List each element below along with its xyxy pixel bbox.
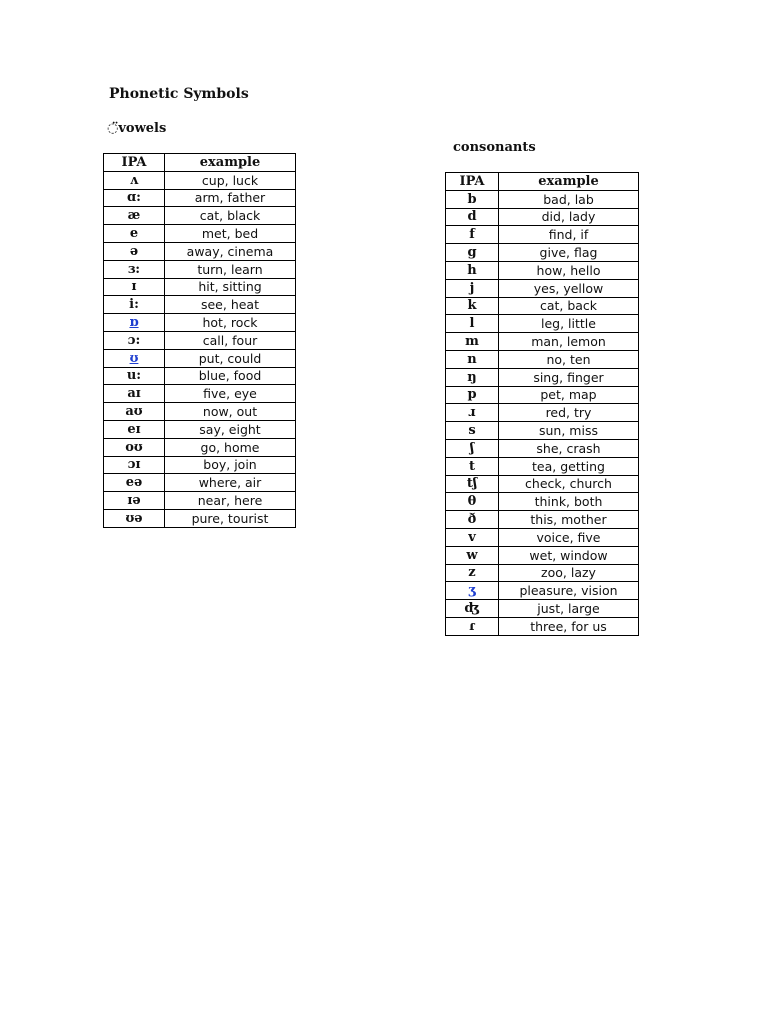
page-title: Phonetic Symbols bbox=[109, 86, 249, 102]
ipa-symbol-text: ɜ: bbox=[127, 261, 141, 277]
ipa-symbol-text: θ bbox=[467, 494, 477, 510]
table-row bbox=[446, 297, 639, 315]
ipa-symbol-text: ə bbox=[129, 243, 139, 259]
example-words: leg, little bbox=[499, 315, 639, 333]
ipa-symbol bbox=[104, 456, 165, 474]
table-row bbox=[104, 207, 296, 225]
table-row bbox=[446, 475, 639, 493]
ipa-symbol bbox=[446, 528, 499, 546]
example-words: sing, finger bbox=[499, 368, 639, 386]
ipa-symbol bbox=[104, 492, 165, 510]
ipa-symbol-text: ʃ bbox=[469, 440, 475, 456]
ipa-symbol-text: tʃ bbox=[466, 476, 478, 492]
ipa-symbol-text: eə bbox=[125, 475, 143, 491]
table-row bbox=[446, 617, 639, 635]
example-words: no, ten bbox=[499, 350, 639, 368]
vowels-rows bbox=[104, 171, 296, 527]
ipa-symbol-text: aɪ bbox=[127, 386, 141, 402]
example-words: zoo, lazy bbox=[499, 564, 639, 582]
ipa-symbol-text: v bbox=[468, 529, 476, 545]
table-row bbox=[446, 333, 639, 351]
example-words: pet, map bbox=[499, 386, 639, 404]
ipa-symbol bbox=[446, 279, 499, 297]
example-words: red, try bbox=[499, 404, 639, 422]
ipa-symbol-text: ɔɪ bbox=[127, 457, 141, 473]
ipa-symbol-text: k bbox=[467, 298, 477, 314]
ipa-symbol-text: eɪ bbox=[127, 421, 141, 437]
table-row bbox=[104, 438, 296, 456]
table-row bbox=[104, 171, 296, 189]
ipa-symbol-text: ɒ bbox=[129, 315, 139, 331]
ipa-symbol bbox=[446, 404, 499, 422]
table-row bbox=[104, 367, 296, 385]
table-row bbox=[104, 225, 296, 243]
ipa-symbol-text: ɑ: bbox=[127, 190, 141, 206]
ipa-symbol bbox=[446, 475, 499, 493]
ipa-symbol-text: ʌ bbox=[129, 172, 139, 188]
ipa-symbol bbox=[446, 368, 499, 386]
ipa-symbol bbox=[446, 297, 499, 315]
ipa-symbol bbox=[104, 509, 165, 527]
table-row bbox=[446, 564, 639, 582]
ipa-symbol bbox=[104, 225, 165, 243]
table-row bbox=[446, 208, 639, 226]
ipa-symbol-text: aʊ bbox=[125, 404, 143, 420]
example-words: give, flag bbox=[499, 244, 639, 262]
example-words: cat, back bbox=[499, 297, 639, 315]
table-row bbox=[446, 350, 639, 368]
example-words: see, heat bbox=[165, 296, 296, 314]
example-words: bad, lab bbox=[499, 190, 639, 208]
ipa-symbol bbox=[104, 171, 165, 189]
ipa-symbol-text: ʒ bbox=[468, 583, 476, 599]
ipa-symbol-text: f bbox=[469, 227, 475, 243]
example-words: pleasure, vision bbox=[499, 582, 639, 600]
table-row bbox=[104, 403, 296, 421]
ipa-symbol-text: ɹ bbox=[468, 405, 476, 421]
ipa-symbol bbox=[446, 190, 499, 208]
table-row bbox=[104, 474, 296, 492]
ipa-symbol-text: oʊ bbox=[125, 439, 143, 455]
example-words: think, both bbox=[499, 493, 639, 511]
table-row bbox=[446, 315, 639, 333]
vowels-header-row bbox=[104, 154, 296, 172]
ipa-symbol bbox=[446, 261, 499, 279]
table-row bbox=[446, 439, 639, 457]
example-words: man, lemon bbox=[499, 333, 639, 351]
ipa-symbol bbox=[446, 582, 499, 600]
table-row bbox=[446, 511, 639, 529]
table-row bbox=[446, 600, 639, 618]
example-words: away, cinema bbox=[165, 242, 296, 260]
consonants-table bbox=[445, 172, 639, 636]
consonants-heading: consonants bbox=[453, 140, 536, 155]
ipa-symbol-text: j bbox=[469, 280, 475, 296]
ipa-symbol-text: b bbox=[467, 191, 477, 207]
ipa-symbol bbox=[104, 278, 165, 296]
table-row bbox=[104, 260, 296, 278]
table-row bbox=[446, 368, 639, 386]
table-row bbox=[446, 404, 639, 422]
table-row bbox=[446, 261, 639, 279]
example-words: pure, tourist bbox=[165, 509, 296, 527]
example-words: voice, five bbox=[499, 528, 639, 546]
ipa-symbol-text: d bbox=[467, 209, 477, 225]
ipa-symbol-text: u: bbox=[126, 368, 142, 384]
example-header: example bbox=[165, 154, 296, 172]
example-words: cat, black bbox=[165, 207, 296, 225]
ipa-symbol-text: n bbox=[467, 351, 477, 367]
ipa-symbol-text: ɔ: bbox=[127, 332, 141, 348]
ipa-symbol-text: ŋ bbox=[467, 369, 477, 385]
table-row bbox=[104, 278, 296, 296]
ipa-symbol bbox=[446, 511, 499, 529]
table-row bbox=[446, 582, 639, 600]
ipa-symbol bbox=[446, 208, 499, 226]
example-words: sun, miss bbox=[499, 422, 639, 440]
table-row bbox=[104, 509, 296, 527]
ipa-symbol-text: e bbox=[129, 226, 139, 242]
ipa-symbol bbox=[104, 420, 165, 438]
ipa-symbol bbox=[104, 385, 165, 403]
example-words: she, crash bbox=[499, 439, 639, 457]
example-words: go, home bbox=[165, 438, 296, 456]
ipa-symbol-text: æ bbox=[127, 208, 141, 224]
example-words: blue, food bbox=[165, 367, 296, 385]
table-row bbox=[446, 493, 639, 511]
table-row bbox=[446, 528, 639, 546]
ipa-symbol-text: ɪ bbox=[131, 279, 137, 295]
table-row bbox=[104, 456, 296, 474]
example-words: check, church bbox=[499, 475, 639, 493]
ipa-symbol bbox=[104, 189, 165, 207]
ipa-symbol bbox=[446, 386, 499, 404]
ipa-symbol bbox=[104, 207, 165, 225]
ipa-symbol bbox=[446, 564, 499, 582]
ipa-symbol-text: t bbox=[468, 458, 475, 474]
ipa-symbol-text: ʤ bbox=[464, 601, 480, 617]
vowels-table bbox=[103, 153, 296, 528]
example-words: now, out bbox=[165, 403, 296, 421]
table-row bbox=[104, 492, 296, 510]
example-words: tea, getting bbox=[499, 457, 639, 475]
ipa-symbol-text: ʊ bbox=[129, 350, 139, 366]
ipa-symbol bbox=[446, 457, 499, 475]
ipa-symbol-text: z bbox=[468, 565, 476, 581]
vowels-heading: ◌̈vowels bbox=[107, 121, 167, 136]
ipa-symbol bbox=[104, 474, 165, 492]
ipa-symbol-text: ɾ bbox=[469, 618, 475, 634]
ipa-header: IPA bbox=[104, 154, 165, 172]
ipa-symbol-text: s bbox=[468, 423, 476, 439]
ipa-symbol bbox=[446, 493, 499, 511]
example-words: arm, father bbox=[165, 189, 296, 207]
ipa-symbol bbox=[104, 296, 165, 314]
table-row bbox=[104, 189, 296, 207]
example-words: just, large bbox=[499, 600, 639, 618]
example-words: cup, luck bbox=[165, 171, 296, 189]
table-row bbox=[104, 349, 296, 367]
table-row bbox=[104, 420, 296, 438]
ipa-symbol-text: m bbox=[465, 334, 479, 350]
example-words: say, eight bbox=[165, 420, 296, 438]
ipa-symbol bbox=[104, 331, 165, 349]
table-row bbox=[104, 331, 296, 349]
ipa-symbol bbox=[104, 403, 165, 421]
table-row bbox=[446, 244, 639, 262]
consonants-rows bbox=[446, 190, 639, 635]
ipa-header: IPA bbox=[446, 173, 499, 191]
ipa-symbol-text: g bbox=[467, 245, 477, 261]
ipa-symbol bbox=[446, 226, 499, 244]
ipa-symbol bbox=[446, 244, 499, 262]
ipa-symbol bbox=[104, 367, 165, 385]
ipa-symbol-text: ʊə bbox=[125, 510, 143, 526]
example-words: three, for us bbox=[499, 617, 639, 635]
table-row bbox=[446, 457, 639, 475]
example-words: boy, join bbox=[165, 456, 296, 474]
example-words: find, if bbox=[499, 226, 639, 244]
ipa-symbol bbox=[446, 333, 499, 351]
ipa-symbol-text: ð bbox=[467, 512, 477, 528]
ipa-symbol-text: i: bbox=[129, 297, 139, 313]
example-words: this, mother bbox=[499, 511, 639, 529]
example-words: hit, sitting bbox=[165, 278, 296, 296]
example-words: near, here bbox=[165, 492, 296, 510]
table-row bbox=[446, 226, 639, 244]
table-row bbox=[104, 385, 296, 403]
ipa-symbol bbox=[446, 546, 499, 564]
ipa-symbol bbox=[104, 438, 165, 456]
ipa-symbol bbox=[446, 439, 499, 457]
table-row bbox=[446, 546, 639, 564]
ipa-symbol-text: ɪə bbox=[127, 493, 141, 509]
example-words: put, could bbox=[165, 349, 296, 367]
table-row bbox=[104, 314, 296, 332]
table-row bbox=[104, 296, 296, 314]
ipa-symbol-text: h bbox=[467, 262, 477, 278]
example-words: met, bed bbox=[165, 225, 296, 243]
example-words: how, hello bbox=[499, 261, 639, 279]
ipa-symbol bbox=[104, 349, 165, 367]
table-row bbox=[446, 279, 639, 297]
ipa-symbol bbox=[446, 600, 499, 618]
ipa-symbol bbox=[446, 350, 499, 368]
table-row bbox=[446, 190, 639, 208]
ipa-symbol bbox=[446, 617, 499, 635]
example-words: hot, rock bbox=[165, 314, 296, 332]
example-words: did, lady bbox=[499, 208, 639, 226]
ipa-symbol bbox=[104, 242, 165, 260]
example-header: example bbox=[499, 173, 639, 191]
example-words: call, four bbox=[165, 331, 296, 349]
example-words: yes, yellow bbox=[499, 279, 639, 297]
example-words: five, eye bbox=[165, 385, 296, 403]
ipa-symbol bbox=[104, 260, 165, 278]
table-row bbox=[104, 242, 296, 260]
example-words: where, air bbox=[165, 474, 296, 492]
example-words: turn, learn bbox=[165, 260, 296, 278]
ipa-symbol bbox=[104, 314, 165, 332]
consonants-header-row bbox=[446, 173, 639, 191]
ipa-symbol-text: p bbox=[467, 387, 477, 403]
ipa-symbol-text: w bbox=[466, 547, 478, 563]
ipa-symbol-text: l bbox=[469, 316, 475, 332]
table-row bbox=[446, 386, 639, 404]
table-row bbox=[446, 422, 639, 440]
ipa-symbol bbox=[446, 422, 499, 440]
example-words: wet, window bbox=[499, 546, 639, 564]
ipa-symbol bbox=[446, 315, 499, 333]
